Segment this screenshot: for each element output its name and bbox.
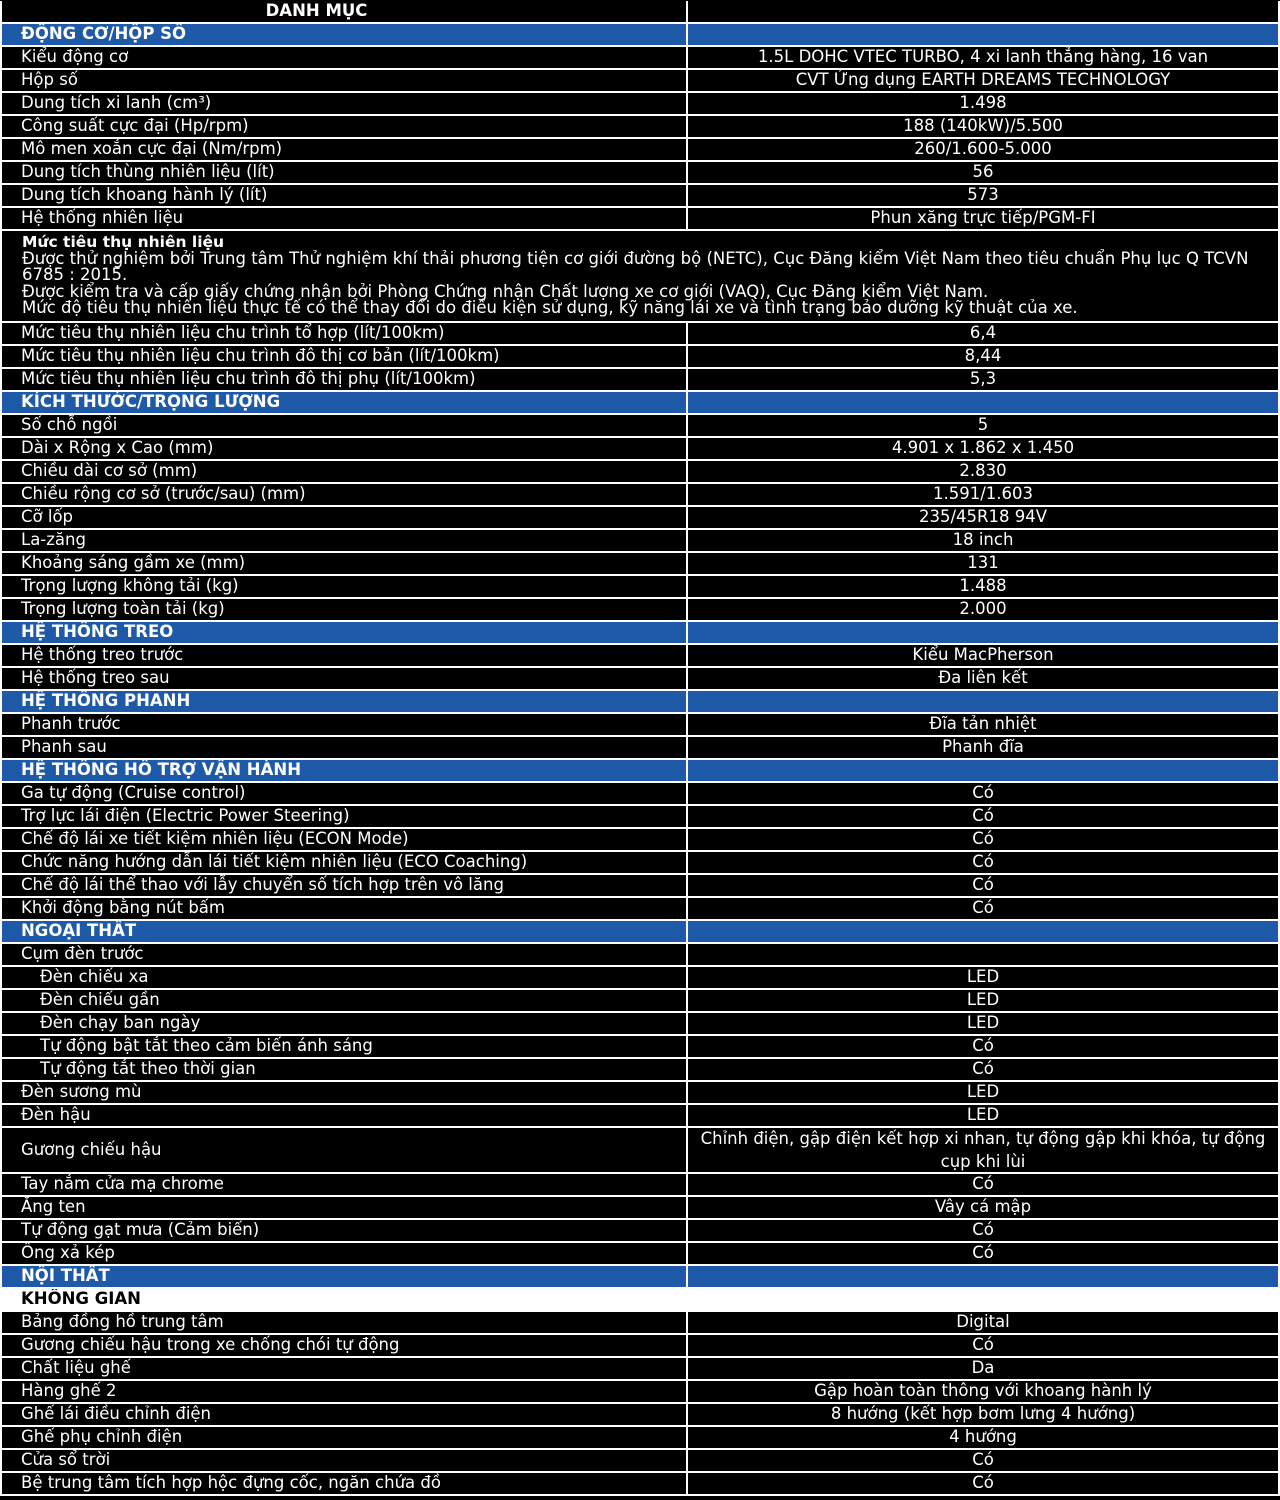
spec-label: Chức năng hướng dẫn lái tiết kiệm nhiên liệu (ECO Coaching) bbox=[0, 852, 688, 875]
spec-label: Dung tích khoang hành lý (lít) bbox=[0, 185, 688, 208]
spec-label: Hộp số bbox=[0, 70, 688, 93]
spec-label: Ghế phụ chỉnh điện bbox=[0, 1427, 688, 1450]
spec-value: 2.830 bbox=[688, 461, 1280, 484]
spec-label: Gương chiếu hậu bbox=[0, 1128, 688, 1174]
spec-label: Hệ thống nhiên liệu bbox=[0, 208, 688, 231]
section-header-label: HỆ THỐNG TREO bbox=[0, 622, 688, 645]
spec-value: Phanh đĩa bbox=[688, 737, 1280, 760]
spec-value: LED bbox=[688, 1105, 1280, 1128]
spec-value: LED bbox=[688, 1013, 1280, 1036]
spec-value: Có bbox=[688, 898, 1280, 921]
table-header-label: DANH MỤC bbox=[0, 1, 688, 24]
spec-label: Trợ lực lái điện (Electric Power Steering) bbox=[0, 806, 688, 829]
section-header-label: NỘI THẤT bbox=[0, 1266, 688, 1289]
spec-value: LED bbox=[688, 990, 1280, 1013]
spec-value: 131 bbox=[688, 553, 1280, 576]
spec-value: Có bbox=[688, 875, 1280, 898]
section-header-value bbox=[688, 691, 1280, 714]
spec-label: Chiều dài cơ sở (mm) bbox=[0, 461, 688, 484]
spec-label: Ống xả kép bbox=[0, 1243, 688, 1266]
spec-value: 5,3 bbox=[688, 369, 1280, 392]
spec-value: Có bbox=[688, 1243, 1280, 1266]
spec-value: 573 bbox=[688, 185, 1280, 208]
spec-label: Mức tiêu thụ nhiên liệu chu trình đô thị phụ (lít/100km) bbox=[0, 369, 688, 392]
spec-label: Dung tích thùng nhiên liệu (lít) bbox=[0, 162, 688, 185]
note-line: Được kiểm tra và cấp giấy chứng nhận bởi Phòng Chứng nhận Chất lượng xe cơ giới (VAQ), Cục Đăng kiểm Việt Nam. bbox=[22, 281, 989, 301]
spec-label: Bảng đồng hồ trung tâm bbox=[0, 1312, 688, 1335]
spec-label: Hệ thống treo trước bbox=[0, 645, 688, 668]
spec-label: Gương chiếu hậu trong xe chống chói tự động bbox=[0, 1335, 688, 1358]
spec-value: 1.488 bbox=[688, 576, 1280, 599]
spec-label: Trọng lượng không tải (kg) bbox=[0, 576, 688, 599]
spec-value: Có bbox=[688, 1473, 1280, 1496]
spec-label: Chiều rộng cơ sở (trước/sau) (mm) bbox=[0, 484, 688, 507]
section-header-value bbox=[688, 921, 1280, 944]
section-header-value bbox=[688, 1266, 1280, 1289]
spec-value: 1.498 bbox=[688, 93, 1280, 116]
spec-value: Có bbox=[688, 1059, 1280, 1082]
spec-value: Gập hoàn toàn thông với khoang hành lý bbox=[688, 1381, 1280, 1404]
spec-value: 1.591/1.603 bbox=[688, 484, 1280, 507]
section-header-label: HỆ THỐNG HỖ TRỢ VẬN HÀNH bbox=[0, 760, 688, 783]
spec-value: 235/45R18 94V bbox=[688, 507, 1280, 530]
spec-label: Phanh trước bbox=[0, 714, 688, 737]
section-header-value bbox=[688, 392, 1280, 415]
table-header-value bbox=[688, 1, 1280, 24]
spec-value: Đa liên kết bbox=[688, 668, 1280, 691]
spec-value: 2.000 bbox=[688, 599, 1280, 622]
spec-label: Mức tiêu thụ nhiên liệu chu trình tổ hợp (lít/100km) bbox=[0, 323, 688, 346]
spec-value: Có bbox=[688, 1174, 1280, 1197]
spec-label: Hàng ghế 2 bbox=[0, 1381, 688, 1404]
spec-label: Ghế lái điều chỉnh điện bbox=[0, 1404, 688, 1427]
spec-value: 5 bbox=[688, 415, 1280, 438]
subsection-label: KHÔNG GIAN bbox=[0, 1289, 688, 1312]
spec-value bbox=[688, 944, 1280, 967]
spec-value: Da bbox=[688, 1358, 1280, 1381]
spec-label: Dài x Rộng x Cao (mm) bbox=[0, 438, 688, 461]
spec-label: Đèn hậu bbox=[0, 1105, 688, 1128]
spec-label: Cụm đèn trước bbox=[0, 944, 688, 967]
spec-label: Kiểu động cơ bbox=[0, 47, 688, 70]
note-title: Mức tiêu thụ nhiên liệu bbox=[22, 233, 225, 252]
section-header-value bbox=[688, 622, 1280, 645]
section-header-label: HỆ THỐNG PHANH bbox=[0, 691, 688, 714]
spec-label: Ga tự động (Cruise control) bbox=[0, 783, 688, 806]
spec-label: Tự động tắt theo thời gian bbox=[0, 1059, 688, 1082]
spec-value: Có bbox=[688, 1335, 1280, 1358]
spec-label: Ăng ten bbox=[0, 1197, 688, 1220]
spec-value: 260/1.600-5.000 bbox=[688, 139, 1280, 162]
spec-value: Có bbox=[688, 1220, 1280, 1243]
spec-label: Khoảng sáng gầm xe (mm) bbox=[0, 553, 688, 576]
spec-value: 8 hướng (kết hợp bơm lưng 4 hướng) bbox=[688, 1404, 1280, 1427]
spec-value: Có bbox=[688, 829, 1280, 852]
note-line: Được thử nghiệm bởi Trung tâm Thử nghiệm khí thải phương tiện cơ giới đường bộ (NETC), Cục Đăng kiểm Việt Nam theo tiêu chuẩn Phụ lục Q TCVN 6785 : 2015. bbox=[22, 248, 1249, 285]
spec-label: Tự động gạt mưa (Cảm biến) bbox=[0, 1220, 688, 1243]
spec-label: La-zăng bbox=[0, 530, 688, 553]
spec-label: Đèn chiếu xa bbox=[0, 967, 688, 990]
spec-value: 6,4 bbox=[688, 323, 1280, 346]
spec-label: Chế độ lái xe tiết kiệm nhiên liệu (ECON Mode) bbox=[0, 829, 688, 852]
spec-label: Công suất cực đại (Hp/rpm) bbox=[0, 116, 688, 139]
spec-value: 4 hướng bbox=[688, 1427, 1280, 1450]
spec-value: LED bbox=[688, 1082, 1280, 1105]
spec-label: Chất liệu ghế bbox=[0, 1358, 688, 1381]
spec-label: Tay nắm cửa mạ chrome bbox=[0, 1174, 688, 1197]
section-header-label: KÍCH THƯỚC/TRỌNG LƯỢNG bbox=[0, 392, 688, 415]
spec-label: Phanh sau bbox=[0, 737, 688, 760]
spec-value: 4.901 x 1.862 x 1.450 bbox=[688, 438, 1280, 461]
spec-label: Bệ trung tâm tích hợp hộc đựng cốc, ngăn chứa đồ bbox=[0, 1473, 688, 1496]
spec-value: Digital bbox=[688, 1312, 1280, 1335]
section-header-label: ĐỘNG CƠ/HỘP SỐ bbox=[0, 24, 688, 47]
spec-value: Chỉnh điện, gập điện kết hợp xi nhan, tự động gập khi khóa, tự động cụp khi lùi bbox=[688, 1128, 1280, 1174]
spec-value: Vây cá mập bbox=[688, 1197, 1280, 1220]
spec-label: Tự động bật tắt theo cảm biến ánh sáng bbox=[0, 1036, 688, 1059]
spec-value: Có bbox=[688, 852, 1280, 875]
spec-label: Cỡ lốp bbox=[0, 507, 688, 530]
spec-label: Đèn sương mù bbox=[0, 1082, 688, 1105]
spec-label: Đèn chạy ban ngày bbox=[0, 1013, 688, 1036]
spec-value: Có bbox=[688, 1036, 1280, 1059]
spec-label: Hệ thống treo sau bbox=[0, 668, 688, 691]
fuel-consumption-note bbox=[0, 231, 1280, 323]
spec-value: 56 bbox=[688, 162, 1280, 185]
spec-label: Khởi động bằng nút bấm bbox=[0, 898, 688, 921]
spec-value: 1.5L DOHC VTEC TURBO, 4 xi lanh thẳng hàng, 16 van bbox=[688, 47, 1280, 70]
spec-value: Kiểu MacPherson bbox=[688, 645, 1280, 668]
spec-value: Có bbox=[688, 783, 1280, 806]
spec-label: Dung tích xi lanh (cm³) bbox=[0, 93, 688, 116]
spec-label: Mô men xoắn cực đại (Nm/rpm) bbox=[0, 139, 688, 162]
spec-table bbox=[0, 1, 1280, 1496]
spec-value: 188 (140kW)/5.500 bbox=[688, 116, 1280, 139]
spec-value: 8,44 bbox=[688, 346, 1280, 369]
spec-value: LED bbox=[688, 967, 1280, 990]
spec-value: Có bbox=[688, 806, 1280, 829]
spec-label: Mức tiêu thụ nhiên liệu chu trình đô thị cơ bản (lít/100km) bbox=[0, 346, 688, 369]
section-header-label: NGOẠI THẤT bbox=[0, 921, 688, 944]
spec-value: 18 inch bbox=[688, 530, 1280, 553]
subsection-value bbox=[688, 1289, 1280, 1312]
spec-label: Cửa sổ trời bbox=[0, 1450, 688, 1473]
spec-value: Có bbox=[688, 1450, 1280, 1473]
section-header-value bbox=[688, 24, 1280, 47]
section-header-value bbox=[688, 760, 1280, 783]
spec-value: Đĩa tản nhiệt bbox=[688, 714, 1280, 737]
spec-value: CVT Ứng dụng EARTH DREAMS TECHNOLOGY bbox=[688, 70, 1280, 93]
note-line: Mức độ tiêu thụ nhiên liệu thực tế có thể thay đổi do điều kiện sử dụng, kỹ năng lái xe và tình trạng bảo dưỡng kỹ thuật của xe. bbox=[22, 298, 1078, 318]
spec-label: Đèn chiếu gần bbox=[0, 990, 688, 1013]
spec-value: Phun xăng trực tiếp/PGM-FI bbox=[688, 208, 1280, 231]
spec-label: Trọng lượng toàn tải (kg) bbox=[0, 599, 688, 622]
spec-label: Chế độ lái thể thao với lẫy chuyển số tích hợp trên vô lăng bbox=[0, 875, 688, 898]
spec-label: Số chỗ ngồi bbox=[0, 415, 688, 438]
